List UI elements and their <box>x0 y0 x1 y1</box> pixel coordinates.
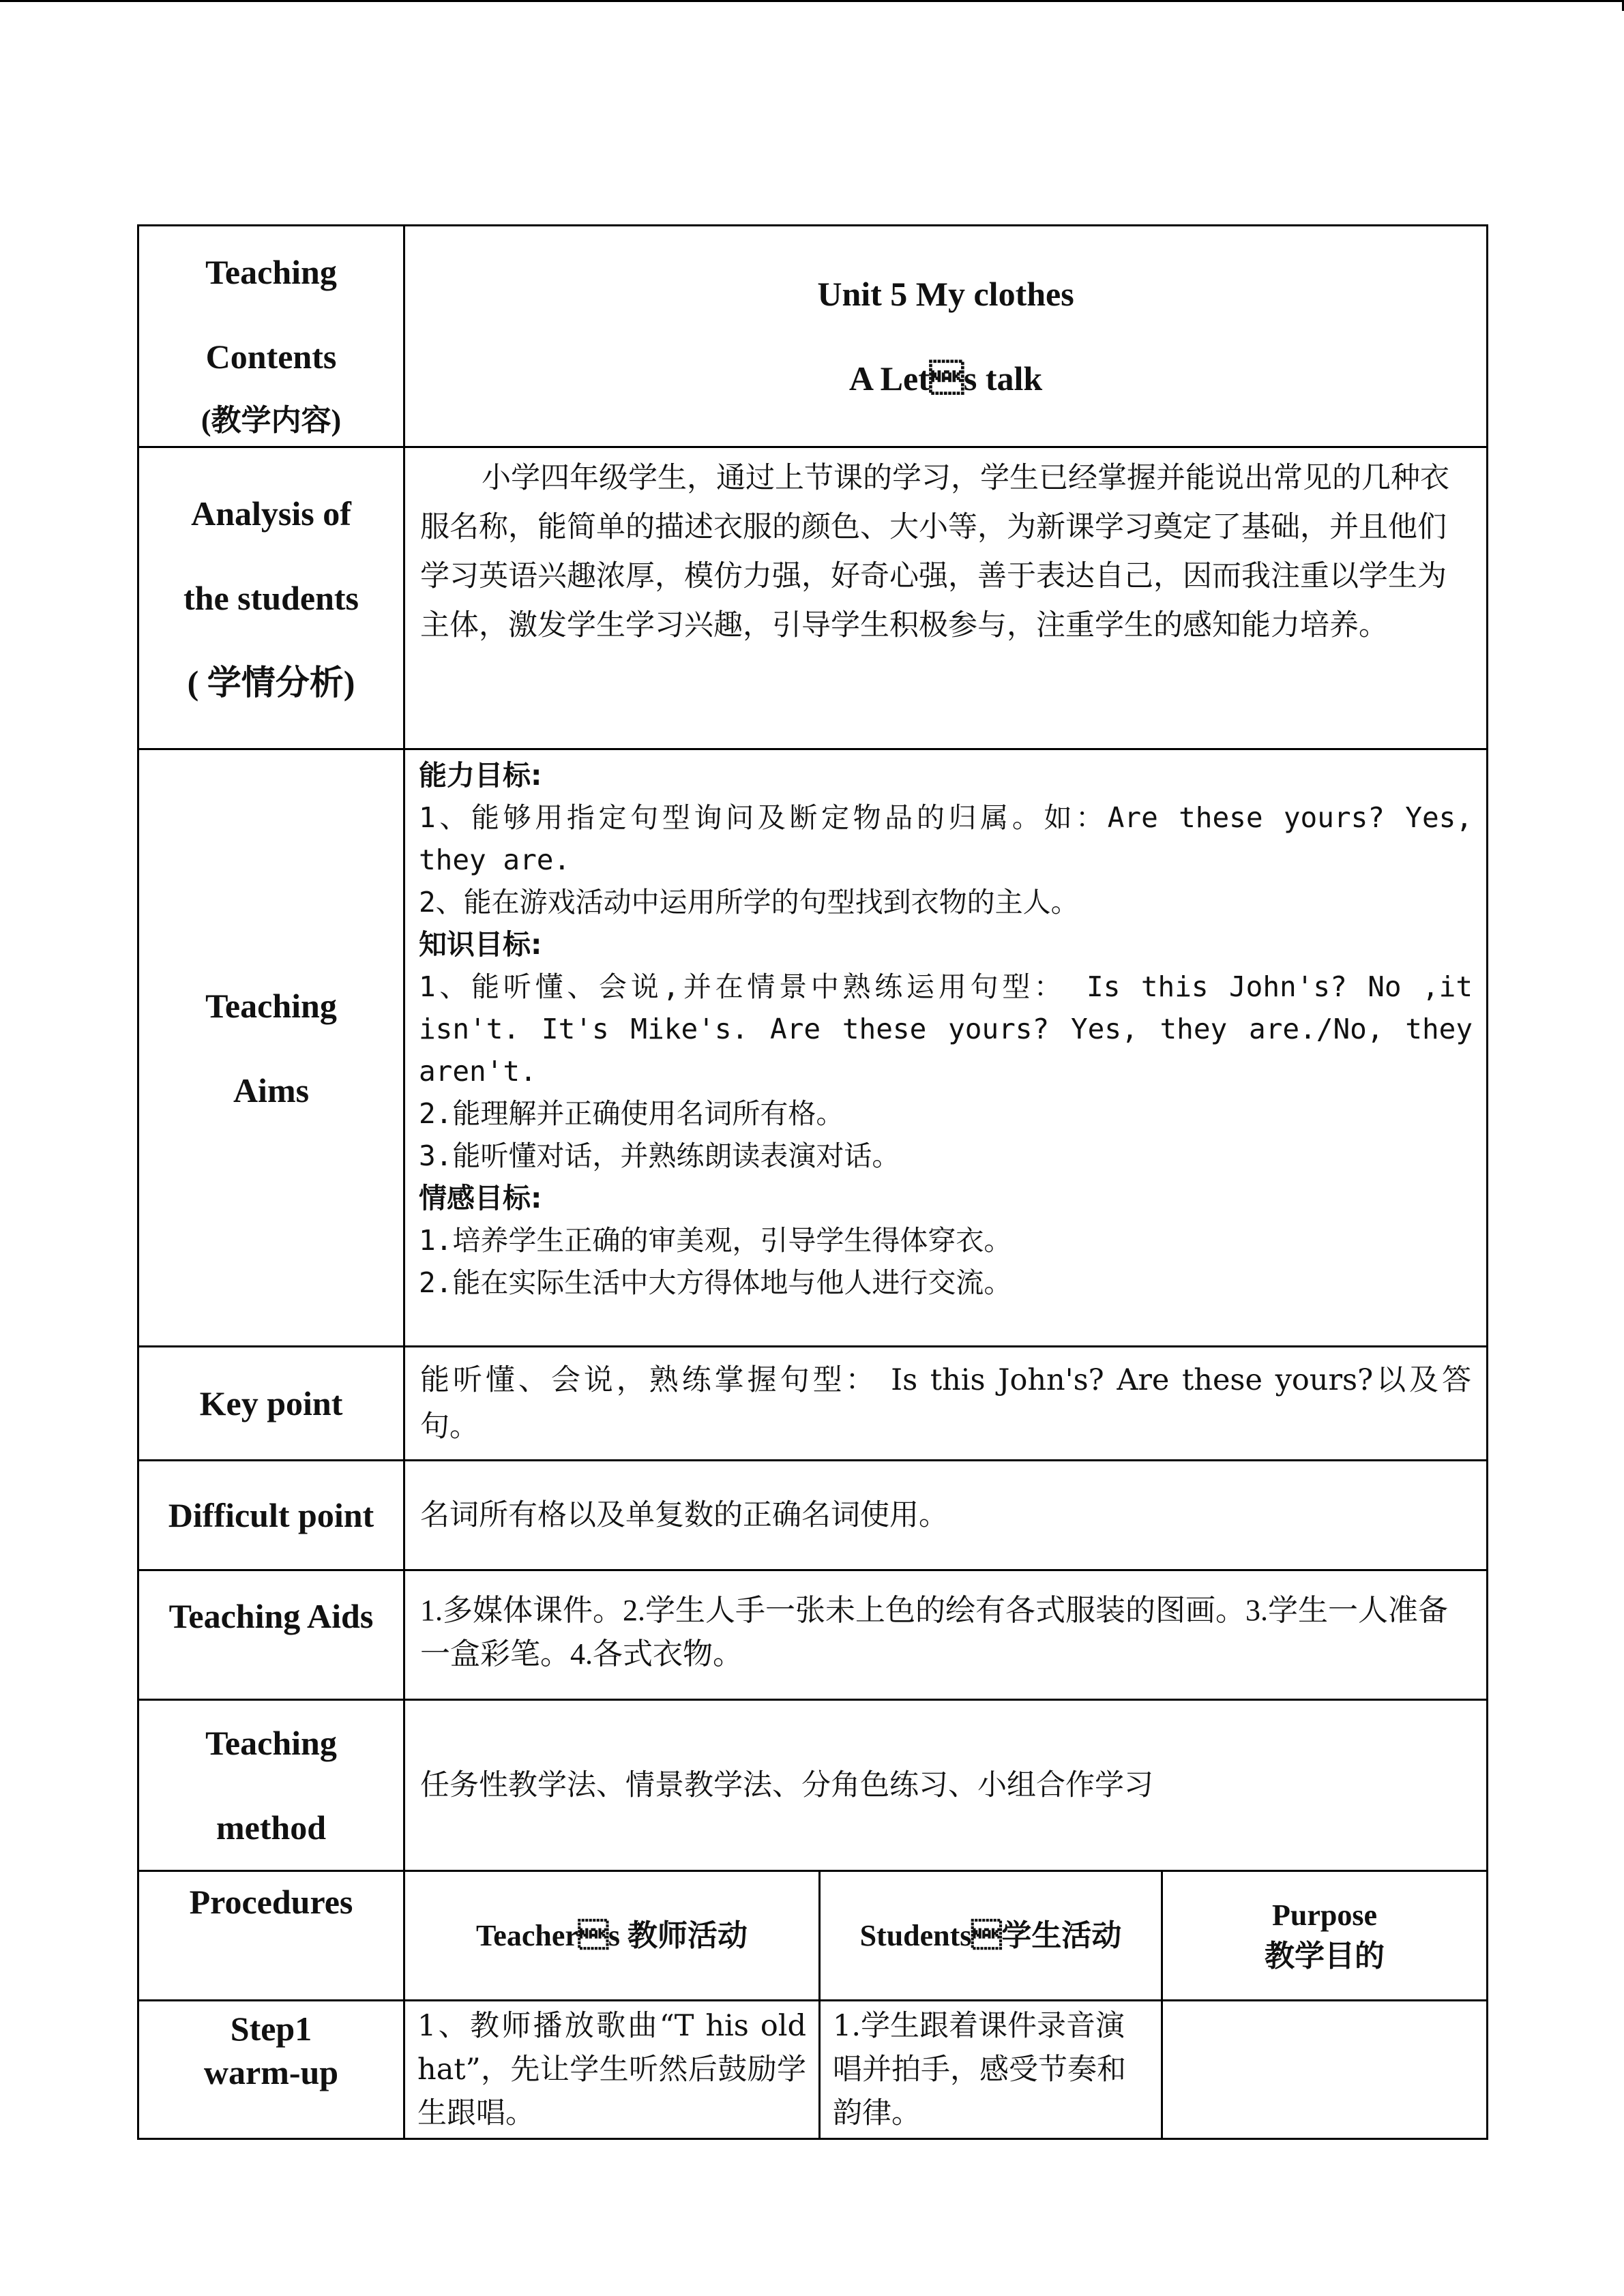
row-teaching-method <box>138 1700 1488 1871</box>
teaching-aids-text: 1.多媒体课件。2.学生人手一张未上色的绘有各式服装的图画。3.学生一人准备一盒彩笔。4.各式衣物。 <box>404 1570 1488 1700</box>
col-head-students: Students学生活动 <box>820 1871 1162 2001</box>
aim-line: 1.培养学生正确的审美观，引导学生得体穿衣。 <box>419 1224 1012 1257</box>
purpose-en: Purpose <box>1272 1898 1378 1932</box>
label-teaching-aims <box>138 749 404 1347</box>
label-line: ( 学情分析) <box>187 664 355 702</box>
key-point-cell <box>404 1347 1488 1461</box>
aim-line: 2.能理解并正确使用名词所有格。 <box>419 1097 844 1130</box>
row-difficult-point <box>138 1461 1488 1570</box>
label-difficult-point: Difficult point <box>138 1461 404 1570</box>
col-head-purpose <box>1162 1871 1488 2001</box>
ability-heading: 能力目标: <box>419 759 542 792</box>
row-teaching-contents <box>138 226 1488 447</box>
key-point-text: 句。 <box>420 1410 479 1444</box>
aim-line: 1、能够用指定句型询问及断定物品的归属。如：Are these yours? Yes, <box>419 801 1473 834</box>
knowledge-heading: 知识目标: <box>419 928 542 961</box>
label-line: Aims <box>233 1071 310 1109</box>
label-line: the students <box>183 579 359 617</box>
label-teaching-aids: Teaching Aids <box>138 1570 404 1700</box>
aim-line: 1、能听懂、会说,并在情景中熟练运用句型： Is this John's? No ,it <box>419 970 1473 1003</box>
label-line: Teaching <box>205 253 337 291</box>
aim-line: 2.能在实际生活中大方得体地与他人进行交流。 <box>419 1266 1012 1299</box>
row-teaching-aids <box>138 1570 1488 1700</box>
label-line: Analysis of <box>191 494 351 533</box>
label-line: Step1 <box>230 2010 312 2048</box>
analysis-text: 小学四年级学生，通过上节课的学习，学生已经掌握并能说出常见的几种衣服名称，能简单的描述衣服的颜色、大小等，为新课学习奠定了基础，并且他们学习英语兴趣浓厚，模仿力强，好奇心强，善于表达自己，因而我注重以学生为主体，激发学生学习兴趣，引导学生积极参与，注重学生的感知能力培养。 <box>420 461 1449 642</box>
label-analysis <box>138 447 404 749</box>
label-line: Teaching <box>205 986 337 1025</box>
unit-title: Unit 5 My clothes <box>817 275 1074 313</box>
label-line: warm-up <box>203 2053 339 2091</box>
aim-line: 3.能听懂对话，并熟练朗读表演对话。 <box>419 1139 900 1172</box>
key-point-text: 能听懂、会说，熟练掌握句型： Is this John's? Are these yours?以及答 <box>420 1363 1472 1397</box>
unit-title-cell <box>404 226 1488 447</box>
aim-line: they are. <box>419 844 571 876</box>
purpose-cn: 教学目的 <box>1265 1939 1385 1973</box>
step1-teacher-activity: 1、教师播放歌曲“T his old hat”，先让学生听然后鼓励学生跟唱。 <box>404 2001 820 2139</box>
step1-student-activity: 1.学生跟着课件录音演唱并拍手，感受节奏和韵律。 <box>820 2001 1162 2139</box>
row-analysis <box>138 447 1488 749</box>
row-procedures-header <box>138 1871 1488 2001</box>
lesson-title: A Lets talk <box>848 359 1043 398</box>
page-top-border <box>0 0 1624 2</box>
teaching-method-text: 任务性教学法、情景教学法、分角色练习、小组合作学习 <box>404 1700 1488 1871</box>
step1-purpose <box>1162 2001 1488 2139</box>
label-line: method <box>216 1808 327 1847</box>
analysis-text-cell <box>404 447 1488 749</box>
aims-cell <box>404 749 1488 1347</box>
difficult-point-text: 名词所有格以及单复数的正确名词使用。 <box>404 1461 1488 1570</box>
label-step1 <box>138 2001 404 2139</box>
label-cn: (教学内容) <box>201 404 342 437</box>
label-line: Contents <box>205 338 337 376</box>
col-head-teacher: Teachers 教师活动 <box>404 1871 820 2001</box>
aim-line: aren't. <box>419 1055 537 1088</box>
row-key-point <box>138 1347 1488 1461</box>
label-procedures: Procedures <box>138 1871 404 2001</box>
label-line: Teaching <box>205 1724 337 1762</box>
label-teaching-method <box>138 1700 404 1871</box>
emotion-heading: 情感目标: <box>419 1182 542 1214</box>
label-teaching-contents <box>138 226 404 447</box>
lesson-plan-table <box>137 224 1488 2140</box>
row-step1 <box>138 2001 1488 2139</box>
aim-line: isn't. It's Mike's. Are these yours? Yes, they are./No, they <box>419 1013 1473 1045</box>
row-teaching-aims <box>138 749 1488 1347</box>
aim-line: 2、能在游戏活动中运用所学的句型找到衣物的主人。 <box>419 886 1079 919</box>
label-key-point: Key point <box>138 1347 404 1461</box>
